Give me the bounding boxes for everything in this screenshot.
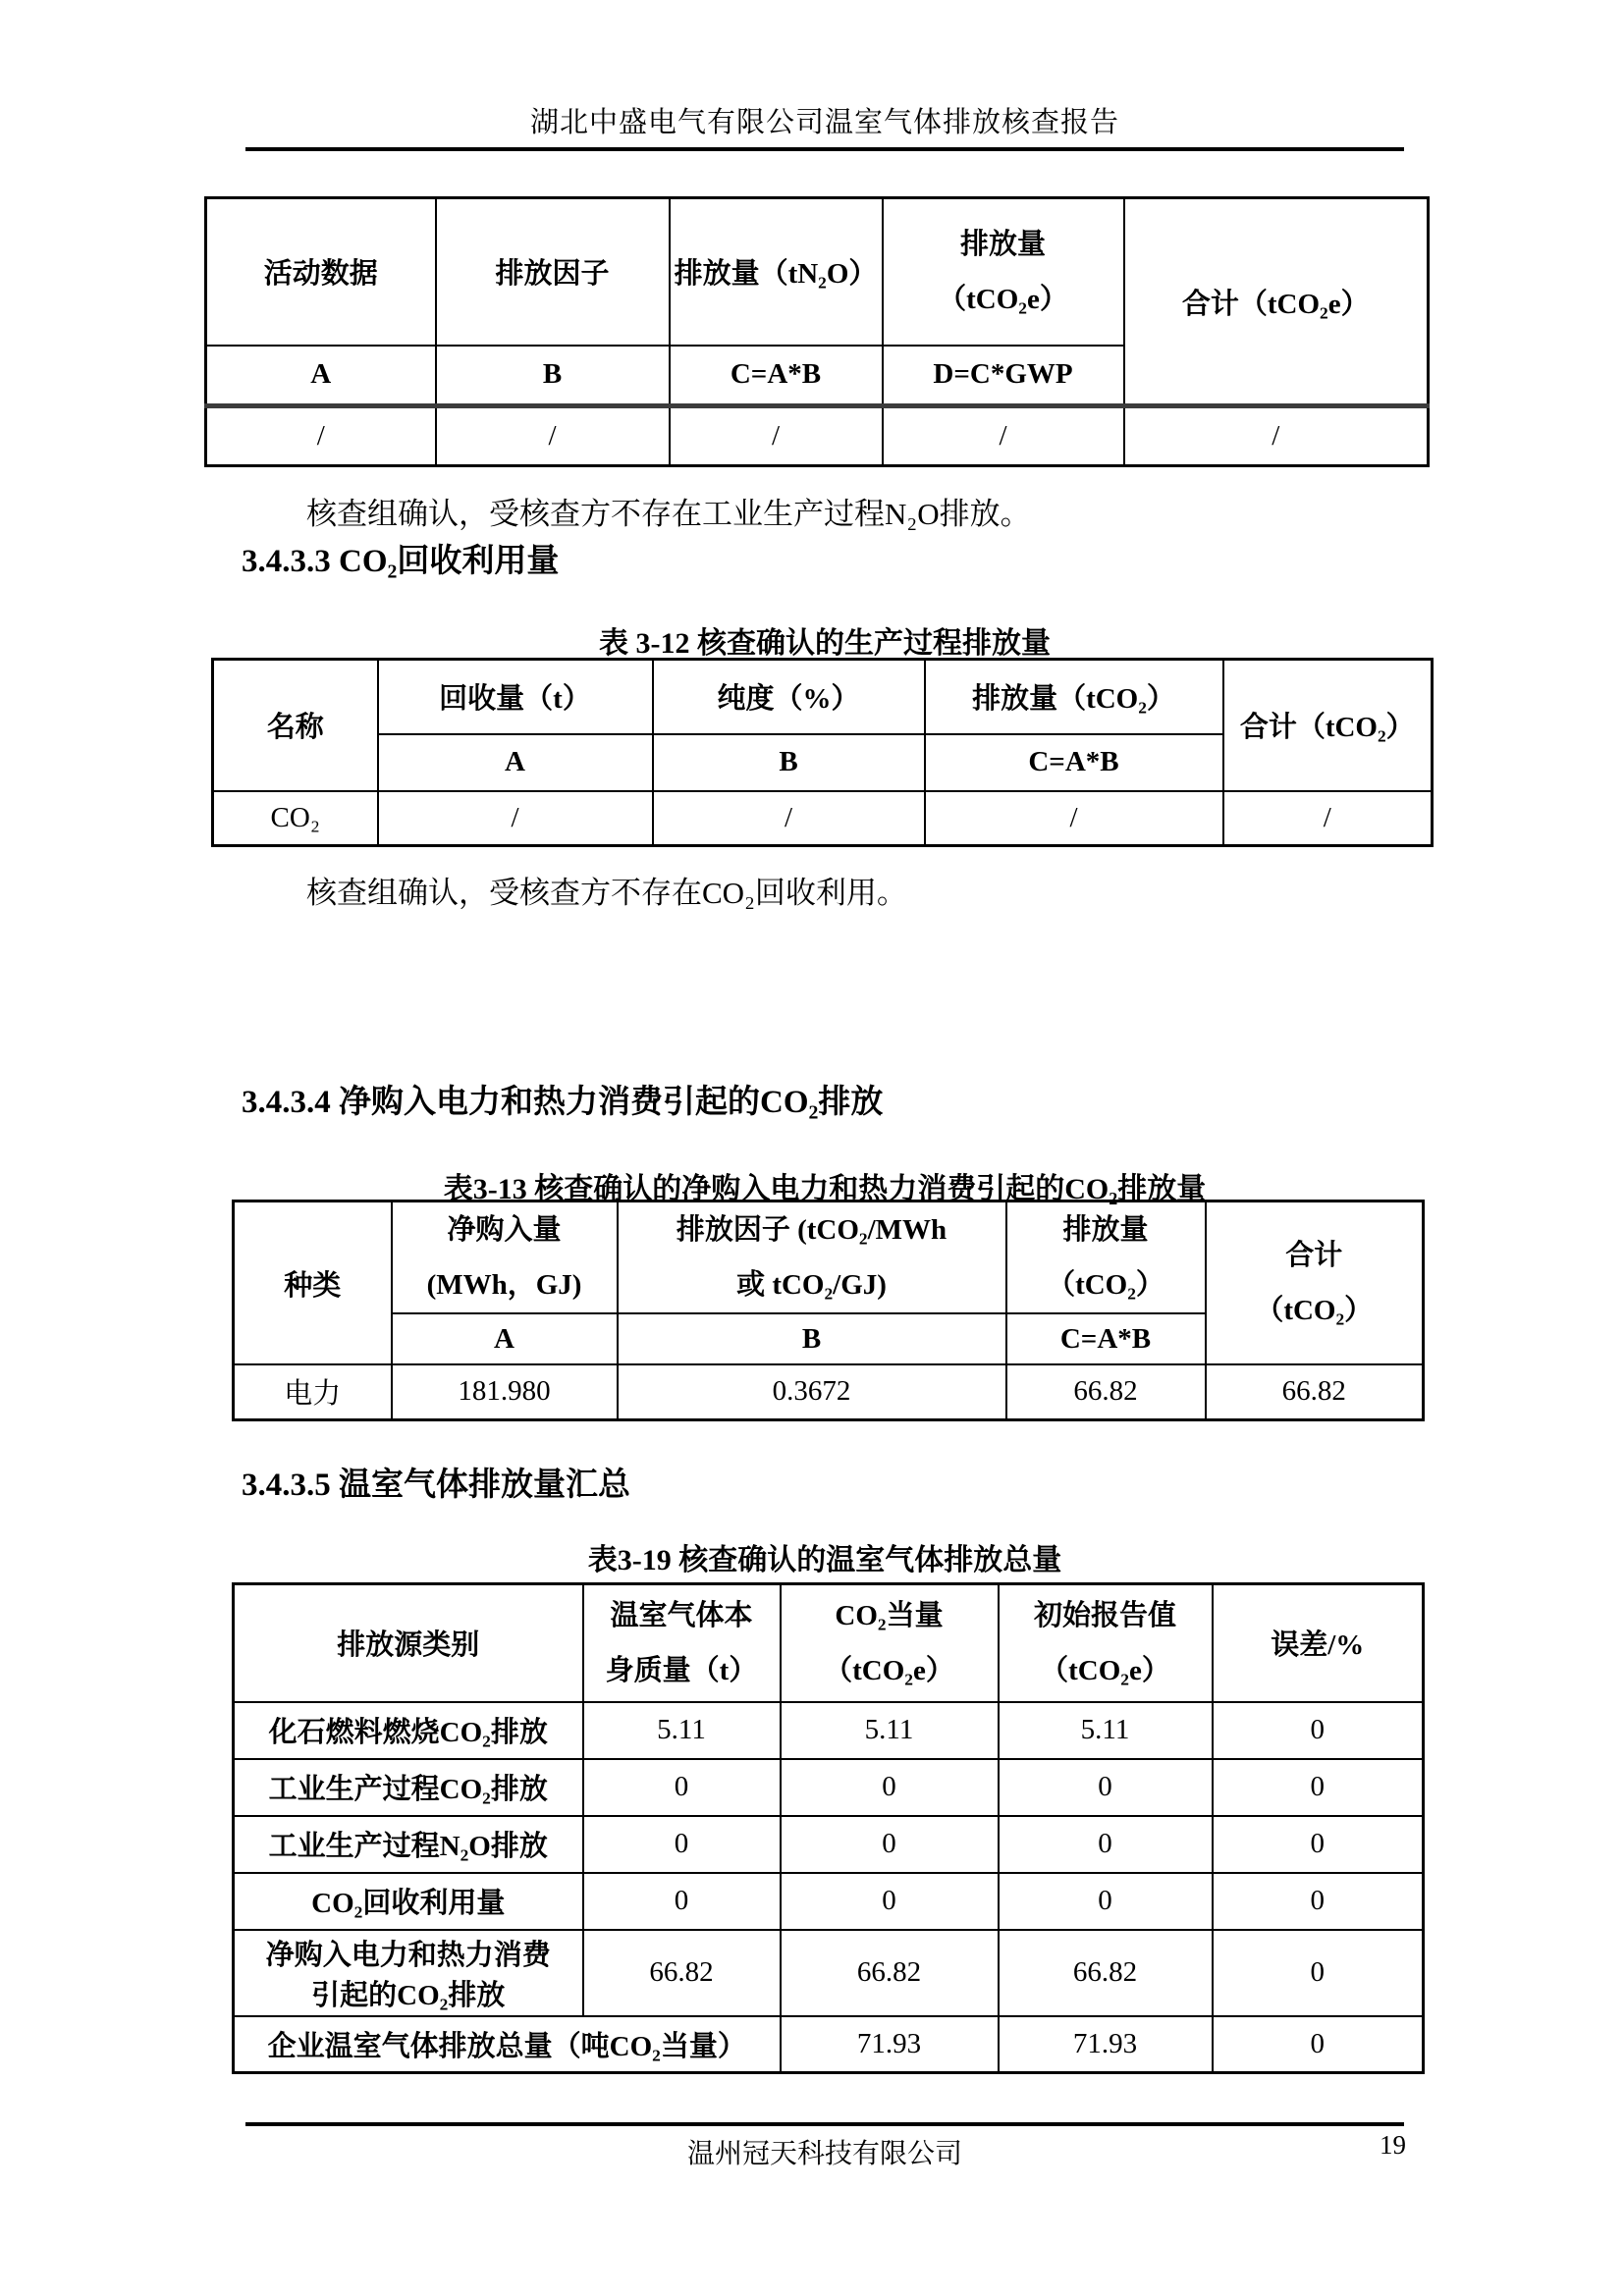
data-cell-co2: CO₂ [213, 791, 378, 846]
data-cell: 0 [1213, 2016, 1424, 2073]
data-cell: / [378, 791, 653, 846]
formula-cell-b: B [653, 734, 925, 791]
formula-cell-c: C=A*B [925, 734, 1223, 791]
data-cell: 0 [781, 1873, 999, 1930]
header-rule [245, 147, 1404, 151]
footer-rule [245, 2122, 1404, 2126]
data-cell: 0 [1213, 1816, 1424, 1873]
data-cell: / [670, 406, 883, 466]
confirmation-paragraph-co2: 核查组确认，受核查方不存在CO₂回收利用。 [306, 876, 907, 910]
row-label-purchased-power: 净购入电力和热力消费引起的CO₂排放 [234, 1930, 583, 2016]
header-emission-tn2o: 排放量（tN₂O） [670, 198, 883, 346]
data-cell: 66.82 [583, 1930, 781, 2016]
formula-cell-c: C=A*B [1006, 1313, 1206, 1364]
row-label-process-co2: 工业生产过程CO₂排放 [234, 1759, 583, 1816]
row-label-fossil-fuel: 化石燃料燃烧CO₂排放 [234, 1702, 583, 1759]
table-caption-3-12: 表 3-12 核查确认的生产过程排放量 [599, 627, 1051, 660]
section-heading-3434: 3.4.3.4 净购入电力和热力消费引起的CO₂排放 [242, 1085, 884, 1120]
data-cell: 66.82 [1006, 1364, 1206, 1419]
table-purchased-electricity [232, 1200, 1425, 1421]
row-label-total-emissions: 企业温室气体排放总量（吨CO₂当量） [234, 2016, 781, 2073]
header-emission-factor-line1: 排放因子 (tCO₂/MWh [676, 1214, 947, 1246]
header-error-percent: 误差/% [1213, 1584, 1424, 1702]
data-cell: 66.82 [999, 1930, 1213, 2016]
header-initial-report-line1: 初始报告值 [1033, 1599, 1176, 1631]
formula-cell-b: B [436, 346, 670, 406]
header-emission-factor-line2: 或 tCO₂/GJ) [736, 1269, 887, 1301]
header-total-line1: 合计 [1285, 1240, 1343, 1271]
data-cell: 0 [583, 1873, 781, 1930]
header-purity: 纯度（%） [653, 660, 925, 734]
header-net-purchase-line2: (MWh，GJ) [426, 1269, 582, 1301]
header-net-purchase-line1: 净购入量 [447, 1214, 562, 1246]
data-cell: 71.93 [781, 2016, 999, 2073]
header-ghg-mass [583, 1584, 781, 1702]
data-cell: / [1223, 791, 1433, 846]
header-emission-factor: 排放因子 [436, 198, 670, 346]
data-cell: 0 [999, 1759, 1213, 1816]
header-emission [1006, 1201, 1206, 1314]
data-cell: / [206, 406, 436, 466]
data-cell: 0.3672 [618, 1364, 1006, 1419]
data-cell: 66.82 [1206, 1364, 1424, 1419]
data-cell: 0 [1213, 1759, 1424, 1816]
header-net-purchase [392, 1201, 618, 1314]
header-kind: 种类 [234, 1201, 392, 1365]
footer-company: 温州冠天科技有限公司 [686, 2139, 962, 2169]
confirmation-paragraph-n2o: 核查组确认，受核查方不存在工业生产过程N₂O排放。 [306, 497, 1031, 531]
row-label-process-n2o: 工业生产过程N₂O排放 [234, 1816, 583, 1873]
header-emission-tco2e [883, 198, 1124, 346]
section-heading-3433: 3.4.3.3 CO₂回收利用量 [242, 544, 560, 579]
header-ghg-mass-line2: 身质量（t） [605, 1654, 758, 1686]
row-label-co2-recovery: CO₂回收利用量 [234, 1873, 583, 1930]
formula-cell-c: C=A*B [670, 346, 883, 406]
data-cell: 5.11 [999, 1702, 1213, 1759]
header-total [1206, 1201, 1424, 1365]
formula-cell-d: D=C*GWP [883, 346, 1124, 406]
data-cell: 0 [583, 1816, 781, 1873]
formula-cell-a: A [392, 1313, 618, 1364]
data-cell: / [653, 791, 925, 846]
data-cell: 0 [1213, 1930, 1424, 2016]
data-cell: 66.82 [781, 1930, 999, 2016]
table-co2-recovery [211, 658, 1434, 847]
data-cell: / [925, 791, 1223, 846]
formula-cell-a: A [378, 734, 653, 791]
data-cell: 5.11 [583, 1702, 781, 1759]
data-cell: 0 [999, 1873, 1213, 1930]
header-emission-line1: 排放量 [1062, 1214, 1149, 1246]
data-cell: 0 [1213, 1873, 1424, 1930]
header-emission-line2: （tCO₂） [1047, 1269, 1164, 1301]
header-activity-data: 活动数据 [206, 198, 436, 346]
header-co2-equivalent-line1: CO₂当量 [835, 1599, 944, 1631]
header-total-tco2: 合计（tCO₂） [1223, 660, 1433, 791]
header-emission-tco2: 排放量（tCO₂） [925, 660, 1223, 734]
data-cell: 0 [583, 1759, 781, 1816]
table-caption-3-13: 表3-13 核查确认的净购入电力和热力消费引起的CO₂排放量 [443, 1173, 1207, 1205]
table-ghg-summary [232, 1582, 1425, 2074]
data-cell: 71.93 [999, 2016, 1213, 2073]
header-total-tco2e: 合计（tCO₂e） [1124, 198, 1429, 406]
header-emission-tco2e-line2: （tCO₂e） [938, 283, 1068, 315]
header-emission-factor [618, 1201, 1006, 1314]
data-cell-electricity: 电力 [234, 1364, 392, 1419]
header-name: 名称 [213, 660, 378, 791]
header-total-line2: （tCO₂） [1255, 1295, 1374, 1326]
data-cell: 0 [999, 1816, 1213, 1873]
data-cell: / [1124, 406, 1429, 466]
data-cell: 181.980 [392, 1364, 618, 1419]
page-header-title: 湖北中盛电气有限公司温室气体排放核查报告 [529, 107, 1119, 138]
data-cell: / [436, 406, 670, 466]
table-n2o-process-emissions [204, 196, 1430, 467]
header-source-category: 排放源类别 [234, 1584, 583, 1702]
formula-cell-b: B [618, 1313, 1006, 1364]
header-co2-equivalent [781, 1584, 999, 1702]
data-cell: 5.11 [781, 1702, 999, 1759]
formula-cell-a: A [206, 346, 436, 406]
section-heading-3435: 3.4.3.5 温室气体排放量汇总 [242, 1468, 630, 1503]
header-initial-report-line2: （tCO₂e） [1040, 1654, 1170, 1686]
data-cell: 0 [781, 1759, 999, 1816]
header-ghg-mass-line1: 温室气体本 [610, 1599, 753, 1631]
data-cell: / [883, 406, 1124, 466]
page-number: 19 [1380, 2130, 1406, 2160]
table-caption-3-19: 表3-19 核查确认的温室气体排放总量 [587, 1544, 1062, 1576]
data-cell: 0 [781, 1816, 999, 1873]
header-initial-report [999, 1584, 1213, 1702]
data-cell: 0 [1213, 1702, 1424, 1759]
header-emission-tco2e-line1: 排放量 [959, 228, 1046, 260]
header-co2-equivalent-line2: （tCO₂e） [824, 1654, 954, 1686]
header-recovery-amount: 回收量（t） [378, 660, 653, 734]
